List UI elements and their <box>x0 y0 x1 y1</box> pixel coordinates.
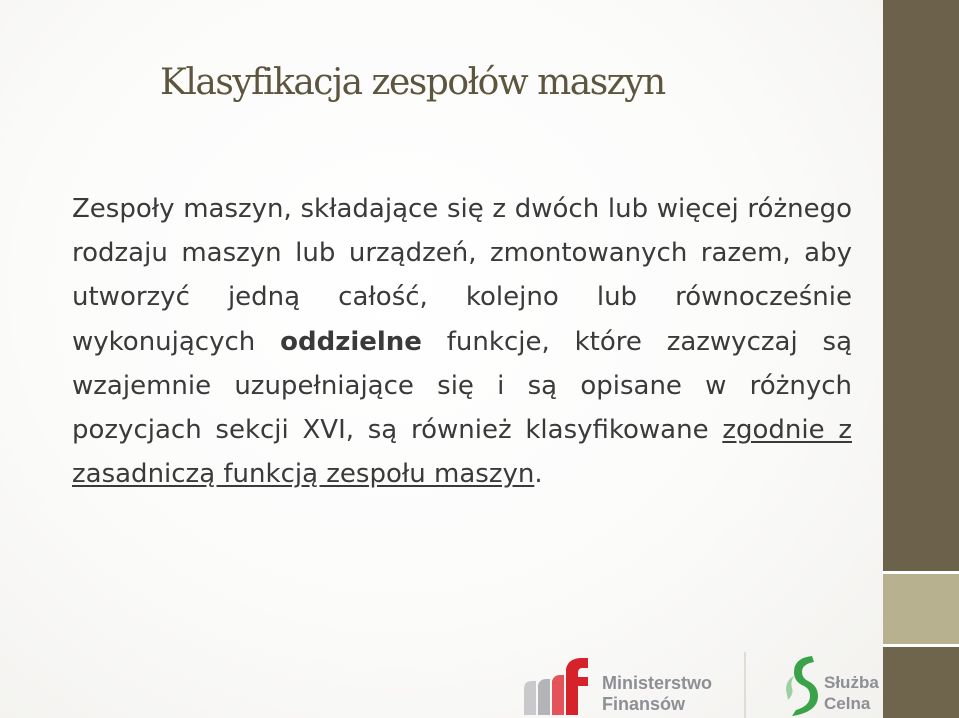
slide-title: Klasyfikacja zespołów maszyn <box>160 62 665 103</box>
customs-service-logo <box>782 650 882 718</box>
sidebar-stripe-top <box>883 0 959 596</box>
customs-logo-line1: Służba <box>824 673 879 692</box>
sidebar-stripe-accent <box>883 573 959 645</box>
body-text-emphasis: oddzielne <box>280 326 422 357</box>
sidebar-stripe-bottom <box>883 645 959 718</box>
sidebar-separator <box>883 571 959 574</box>
slide-body-paragraph <box>72 187 852 496</box>
body-text-underlined: zgodnie z zasadniczą funkcją zespołu maszyn <box>72 415 852 490</box>
ministry-logo-line1: Ministerstwo <box>602 673 713 693</box>
decorative-sidebar <box>883 0 959 718</box>
sidebar-separator <box>883 644 959 647</box>
ministry-of-finance-logo <box>522 655 722 715</box>
body-text-period: . <box>534 459 543 490</box>
body-text-segment: Zespoły maszyn, składające się z dwóch lub więcej różnego rodzaju maszyn lub urządzeń, zmontowanych razem, aby utworzyć jedną całość, kolejno lub równocześnie wykonujących <box>72 194 852 357</box>
body-text-segment: funkcje, które zazwyczaj są wzajemnie uzupełniające się i są opisane w różnych pozycjach sekcji XVI, są również klasyfikowane <box>72 326 852 446</box>
customs-logo-text <box>824 672 879 714</box>
sluzba-celna-logo-icon <box>782 650 822 718</box>
ministry-logo-text <box>602 673 712 715</box>
customs-logo-line2: Celna <box>824 694 871 713</box>
ministry-logo-line2: Finansów <box>602 694 686 714</box>
logo-divider <box>744 652 746 718</box>
ministerstwo-finansow-logo-icon <box>522 655 592 715</box>
